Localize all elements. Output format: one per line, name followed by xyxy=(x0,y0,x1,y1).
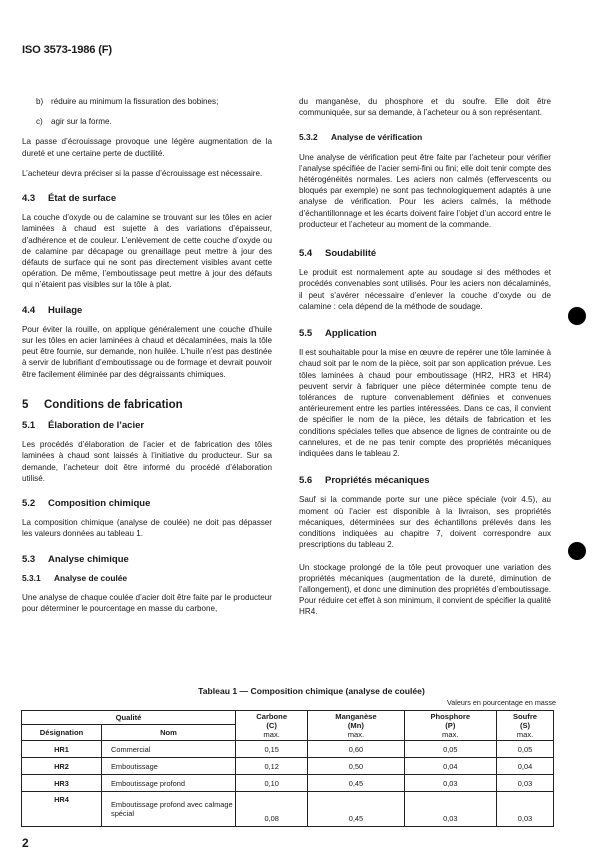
paragraph-5-6-b: Un stockage prolongé de la tôle peut provoquer une variation des propriétés mécaniques (augmentation de la dureté, diminution de l’allongement), et donc une diminution des propriétés d’emboutissage. Pour réduire cet effet à son minimum, il convient de spécifier la qualité HR4. xyxy=(299,562,551,617)
cell-soufre: 0,03 xyxy=(497,775,554,792)
header-designation: Désignation xyxy=(22,725,102,741)
cell-carbone: 0,08 xyxy=(236,792,308,827)
cell-nom: Emboutissage xyxy=(102,758,236,775)
header-carbone xyxy=(236,711,308,741)
table-title: Tableau 1 — Composition chimique (analyse de coulée) xyxy=(198,686,425,696)
section-number: 5 xyxy=(22,398,29,411)
right-column xyxy=(299,96,551,627)
element-limit: max. xyxy=(263,730,280,739)
heading-5-3 xyxy=(22,554,272,565)
section-title: Analyse de vérification xyxy=(331,132,423,143)
section-number: 5.6 xyxy=(299,475,313,487)
list-item-b xyxy=(22,96,272,107)
paragraph-5-3-1: Une analyse de chaque coulée d’acier doit être faite par le producteur pour déterminer le pourcentage en masse du carbone, xyxy=(22,593,272,614)
section-title: État de surface xyxy=(48,193,117,205)
list-marker: c) xyxy=(36,117,43,127)
cell-nom: Emboutissage profond avec calmage spécial xyxy=(102,792,236,827)
paragraph-4-4: Pour éviter la rouille, on applique généralement une couche d’huile sur les tôles en acier laminées à chaud et décalaminées, mais la tôle peut être fournie, sur demande, non huilée. L’huile n’est pas destinée à servir de lubrifiant d’emboutissage ou de formage et devrait pouvoir être facilement éliminée par des dégraissants chimiques. xyxy=(22,324,272,379)
cell-designation: HR2 xyxy=(22,758,102,775)
element-limit: max. xyxy=(442,730,459,739)
list-item-c xyxy=(22,116,272,127)
element-limit: max. xyxy=(516,730,534,739)
cell-soufre: 0,05 xyxy=(497,741,554,758)
heading-5-6 xyxy=(299,475,551,486)
section-number: 5.3.2 xyxy=(299,132,318,143)
table-row xyxy=(22,758,554,775)
element-symbol: (S) xyxy=(519,721,531,730)
cell-soufre: 0,04 xyxy=(497,758,554,775)
table-header-row xyxy=(22,711,554,725)
list-text: réduire au minimum la fissuration des bobines; xyxy=(51,97,219,106)
header-manganese xyxy=(308,711,404,741)
heading-5 xyxy=(22,400,272,411)
cell-phosphore: 0,04 xyxy=(404,758,496,775)
header-nom: Nom xyxy=(102,725,236,741)
section-number: 4.4 xyxy=(22,304,36,316)
cell-phosphore: 0,03 xyxy=(404,792,496,827)
heading-5-4 xyxy=(299,248,551,259)
section-number: 5.1 xyxy=(22,420,36,432)
heading-5-5 xyxy=(299,328,551,339)
element-name: Soufre xyxy=(512,712,538,721)
table-1-block xyxy=(21,686,562,827)
table-unit-note: Valeurs en pourcentage en masse xyxy=(447,698,556,707)
cell-carbone: 0,15 xyxy=(236,741,308,758)
header-soufre xyxy=(497,711,554,741)
section-title: Huilage xyxy=(48,304,83,316)
paragraph-5-4: Le produit est normalement apte au soudage si des méthodes et procédés convenables sont utilisés. Pour les aciers non décalaminés, il peut s’avérer nécessaire d’enlever la couche d’oxyde ou de calamine : cela dépend de la méthode de soudage. xyxy=(299,268,551,311)
composition-table xyxy=(21,710,554,827)
change-bar-dot-icon xyxy=(568,307,586,325)
heading-5-3-2 xyxy=(299,132,551,143)
section-number: 5.4 xyxy=(299,248,313,260)
element-name: Carbone xyxy=(256,712,288,721)
element-symbol: (P) xyxy=(445,721,456,730)
section-number: 5.3 xyxy=(22,553,36,565)
section-title: Soudabilité xyxy=(325,248,377,260)
paragraph-5-1: Les procédés d’élaboration de l’acier et de fabrication des tôles laminées à chaud sont laissés à l’initiative du producteur. Sur sa demande, l’acheteur doit être informé du procédé d’élaboration utilisé. xyxy=(22,440,272,483)
cell-manganese: 0,60 xyxy=(308,741,404,758)
cell-manganese: 0,50 xyxy=(308,758,404,775)
element-name: Phosphore xyxy=(430,712,471,721)
heading-5-3-1 xyxy=(22,573,272,584)
cell-carbone: 0,10 xyxy=(236,775,308,792)
section-number: 5.5 xyxy=(299,328,313,340)
paragraph-4-3: La couche d’oxyde ou de calamine se trouvant sur les tôles en acier laminées à chaud est sujette à des variations d’épaisseur, d’adhérence et de couleur. L’enlèvement de cette couche d’oxyde ou de calamine par décapage ou grenaillage peut mettre à jour des défauts de surface qui ne sont pas directement visibles avant cette opération. De même, l’emboutissage peut mettre à jour des défauts qui n’étaient pas visibles sur la tôle à plat. xyxy=(22,213,272,290)
list-text: agir sur la forme. xyxy=(51,117,112,127)
cell-nom: Emboutissage profond xyxy=(102,775,236,792)
paragraph-5-6-a: Sauf si la commande porte sur une pièce spéciale (voir 4.5), au moment où l’acier est disponible à la livraison, ses propriétés mécaniques, déterminées sur des échantillons prélevés dans les conditions indiquées au chapitre 7, doivent correspondre aux prescriptions du tableau 2. xyxy=(299,495,551,550)
section-title: Analyse chimique xyxy=(48,553,129,565)
element-name: Manganèse xyxy=(335,712,377,721)
header-qualite: Qualité xyxy=(22,711,236,725)
element-symbol: (C) xyxy=(266,721,277,730)
section-title: Analyse de coulée xyxy=(54,572,128,583)
cell-designation: HR3 xyxy=(22,775,102,792)
left-column xyxy=(22,96,272,624)
table-row xyxy=(22,741,554,758)
paragraph-continuation: du manganèse, du phosphore et du soufre. Elle doit être communiquée, sur sa demande, à l’acheteur ou à son représentant. xyxy=(299,97,551,118)
section-title: Propriétés mécaniques xyxy=(325,475,430,487)
heading-5-1 xyxy=(22,420,272,431)
list-marker: b) xyxy=(36,97,44,106)
section-title: Conditions de fabrication xyxy=(44,398,183,411)
document-id-header: ISO 3573-1986 (F) xyxy=(22,44,112,56)
paragraph-5-2: La composition chimique (analyse de coulée) ne doit pas dépasser les valeurs données au tableau 1. xyxy=(22,518,272,539)
heading-5-2 xyxy=(22,498,272,509)
page-number: 2 xyxy=(22,836,29,850)
paragraph-skin-pass-effect: La passe d’écrouissage provoque une légère augmentation de la dureté et une certaine perte de ductilité. xyxy=(22,137,272,158)
cell-phosphore: 0,05 xyxy=(404,741,496,758)
paragraph-5-5: Il est souhaitable pour la mise en œuvre de repérer une tôle laminée à chaud soit par le nom de la pièce, soit par son application prévue. Les tôles laminées à chaud pour emboutissage (HR2, HR3 et HR4) peuvent servir à fabriquer une pièce déterminée compte tenu de tolérances de rupture convenablement définies et convenues antérieurement entre les parties intéressées. Dans ce cas, il convient de spécifier le nom de la pièce, les détails de fabrication et les conditions spéciales telles que absence de lignes de contrainte ou de cannelures, et de ne pas tenir compte des propriétés mécaniques indiquées dans le tableau 2. xyxy=(299,348,551,459)
section-title: Composition chimique xyxy=(48,498,151,510)
cell-designation: HR1 xyxy=(22,741,102,758)
section-title: Élaboration de l’acier xyxy=(48,420,145,432)
paragraph-skin-pass-request: L’acheteur devra préciser si la passe d’écrouissage est nécessaire. xyxy=(22,168,263,178)
change-bar-dot-icon xyxy=(568,542,586,560)
paragraph-5-3-2: Une analyse de vérification peut être faite par l’acheteur pour vérifier l’analyse spécifiée de l’acier semi-fini ou fini; elle doit tenir compte des hétérogénéités normales. Les aciers non calmés (effervescents ou bloqués par exemple) ne sont pas technologiquement adaptés à une analyse de vérification. Pour les aciers calmés, la méthode d’échantillonnage et les écarts doivent faire l’objet d’un accord entre le producteur et l’acheteur au moment de la commande. xyxy=(299,152,551,229)
section-number: 4.3 xyxy=(22,193,36,205)
cell-manganese: 0,45 xyxy=(308,792,404,827)
table-row xyxy=(22,775,554,792)
element-limit: max. xyxy=(347,730,365,739)
cell-carbone: 0,12 xyxy=(236,758,308,775)
cell-manganese: 0,45 xyxy=(308,775,404,792)
heading-4-3 xyxy=(22,193,272,204)
cell-phosphore: 0,03 xyxy=(404,775,496,792)
section-title: Application xyxy=(325,328,377,340)
table-row xyxy=(22,792,554,827)
section-number: 5.2 xyxy=(22,498,36,510)
section-number: 5.3.1 xyxy=(22,572,41,583)
element-symbol: (Mn) xyxy=(347,721,364,730)
cell-nom: Commercial xyxy=(102,741,236,758)
cell-soufre: 0,03 xyxy=(497,792,554,827)
cell-designation: HR4 xyxy=(22,792,102,827)
header-phosphore xyxy=(404,711,496,741)
heading-4-4 xyxy=(22,305,272,316)
